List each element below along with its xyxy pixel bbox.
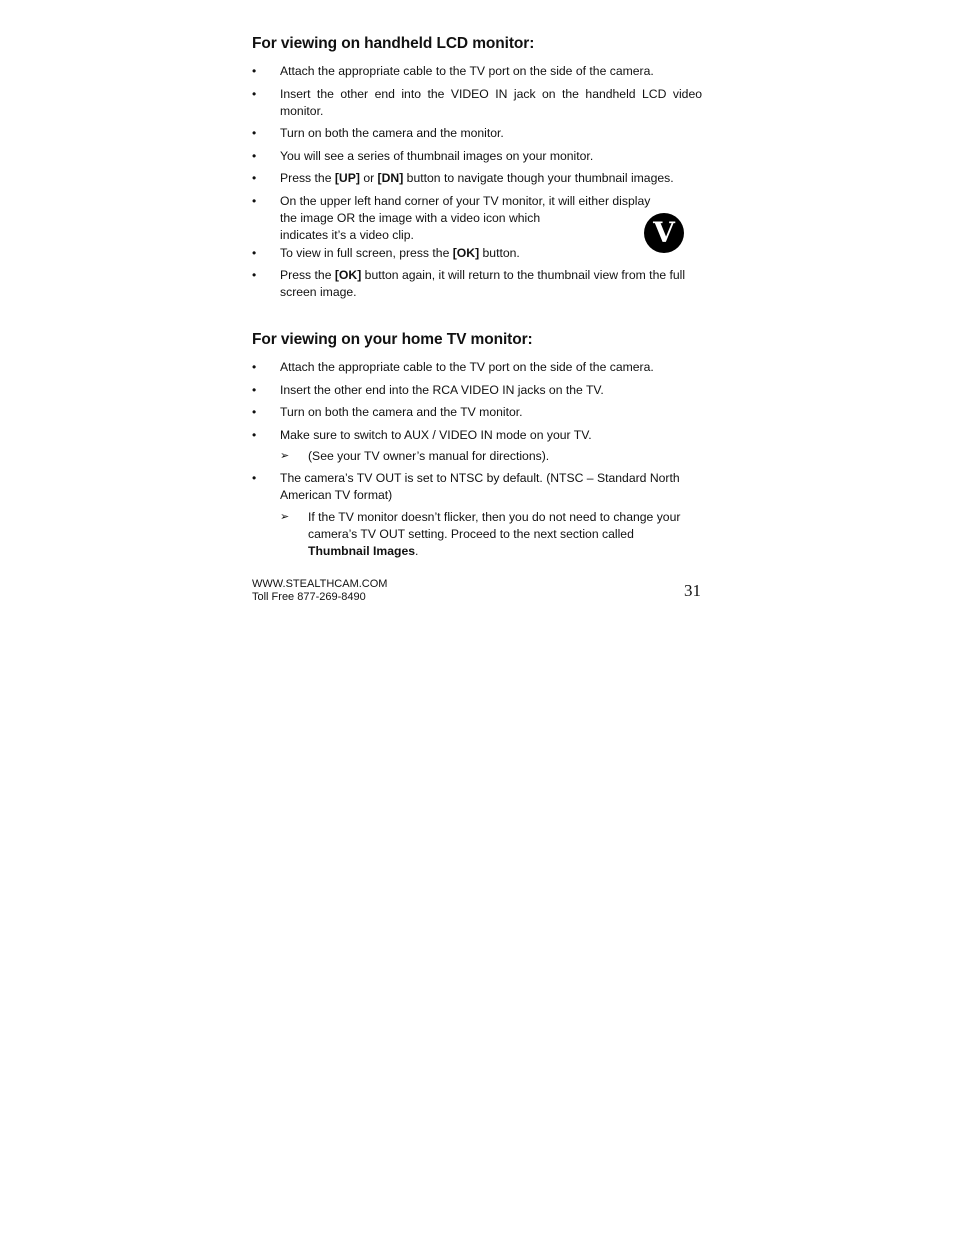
section-title: For viewing on your home TV monitor: [252,331,533,348]
sub-item: ➢ If the TV monitor doesn’t flicker, then you do not need to change your camera’s TV OUT setting. Proceed to the next section called Thumbnail Images. [280,510,681,558]
bullet-icon: • [252,471,257,485]
list-item: • Insert the other end into the VIDEO IN jack on the handheld LCD video monitor. [252,86,702,118]
list-item: • Insert the other end into the RCA VIDEO IN jacks on the TV. [252,382,604,397]
bullet-icon: • [252,64,257,78]
list-item: • On the upper left hand corner of your TV monitor, it will either display the image OR the image with a video icon which indicates it’s a video clip. [252,193,651,242]
bullet-icon: • [252,193,257,208]
list-item: • Turn on both the camera and the TV monitor. [252,405,523,419]
bullet-icon: • [252,268,257,282]
website-text: WWW.STEALTHCAM.COM [252,578,388,590]
sub-item: ➢ (See your TV owner’s manual for directions). [280,448,550,463]
list-item: • Press the [OK] button again, it will return to the thumbnail view from the full screen image. [252,268,686,299]
list-item: • Attach the appropriate cable to the TV port on the side of the camera. [252,64,654,78]
bullet-icon: • [252,405,257,419]
video-icon: V [644,213,684,253]
bullet-icon: • [252,382,257,397]
bullet-icon: • [252,360,257,374]
page-footer [252,578,702,608]
list-item: • To view in full screen, press the [OK] button. [252,245,520,260]
instruction-list [252,359,702,560]
arrow-icon: ➢ [280,449,290,462]
list-item: • Turn on both the camera and the monitor. [252,126,504,140]
instruction-list [252,63,702,301]
section-handheld-lcd [252,33,702,301]
list-item: • Attach the appropriate cable to the TV port on the side of the camera. [252,360,654,374]
arrow-icon: ➢ [280,511,290,523]
phone-text: Toll Free 877-269-8490 [252,591,366,603]
section-home-tv [252,329,702,560]
bullet-icon: • [252,245,257,260]
list-item: • Press the [UP] or [DN] button to navigate though your thumbnail images. [252,171,674,185]
manual-page [252,33,702,566]
list-item: • The camera’s TV OUT is set to NTSC by default. (NTSC – Standard North American TV format) ➢ If the TV monitor doesn’t flicker, then you do not need to change your camera’s TV OUT setting. Proceed to the next section called Thumbnail Images. [252,470,702,560]
bullet-icon: • [252,427,257,442]
page-number: 31 [684,581,701,600]
list-item: • You will see a series of thumbnail images on your monitor. [252,148,594,163]
list-item: • Make sure to switch to AUX / VIDEO IN mode on your TV. ➢ (See your TV owner’s manual for directions). [252,427,702,465]
bullet-icon: • [252,171,257,185]
section-title: For viewing on handheld LCD monitor: [252,35,535,52]
bullet-icon: • [252,126,257,140]
bullet-icon: • [252,148,257,163]
bullet-icon: • [252,86,257,101]
